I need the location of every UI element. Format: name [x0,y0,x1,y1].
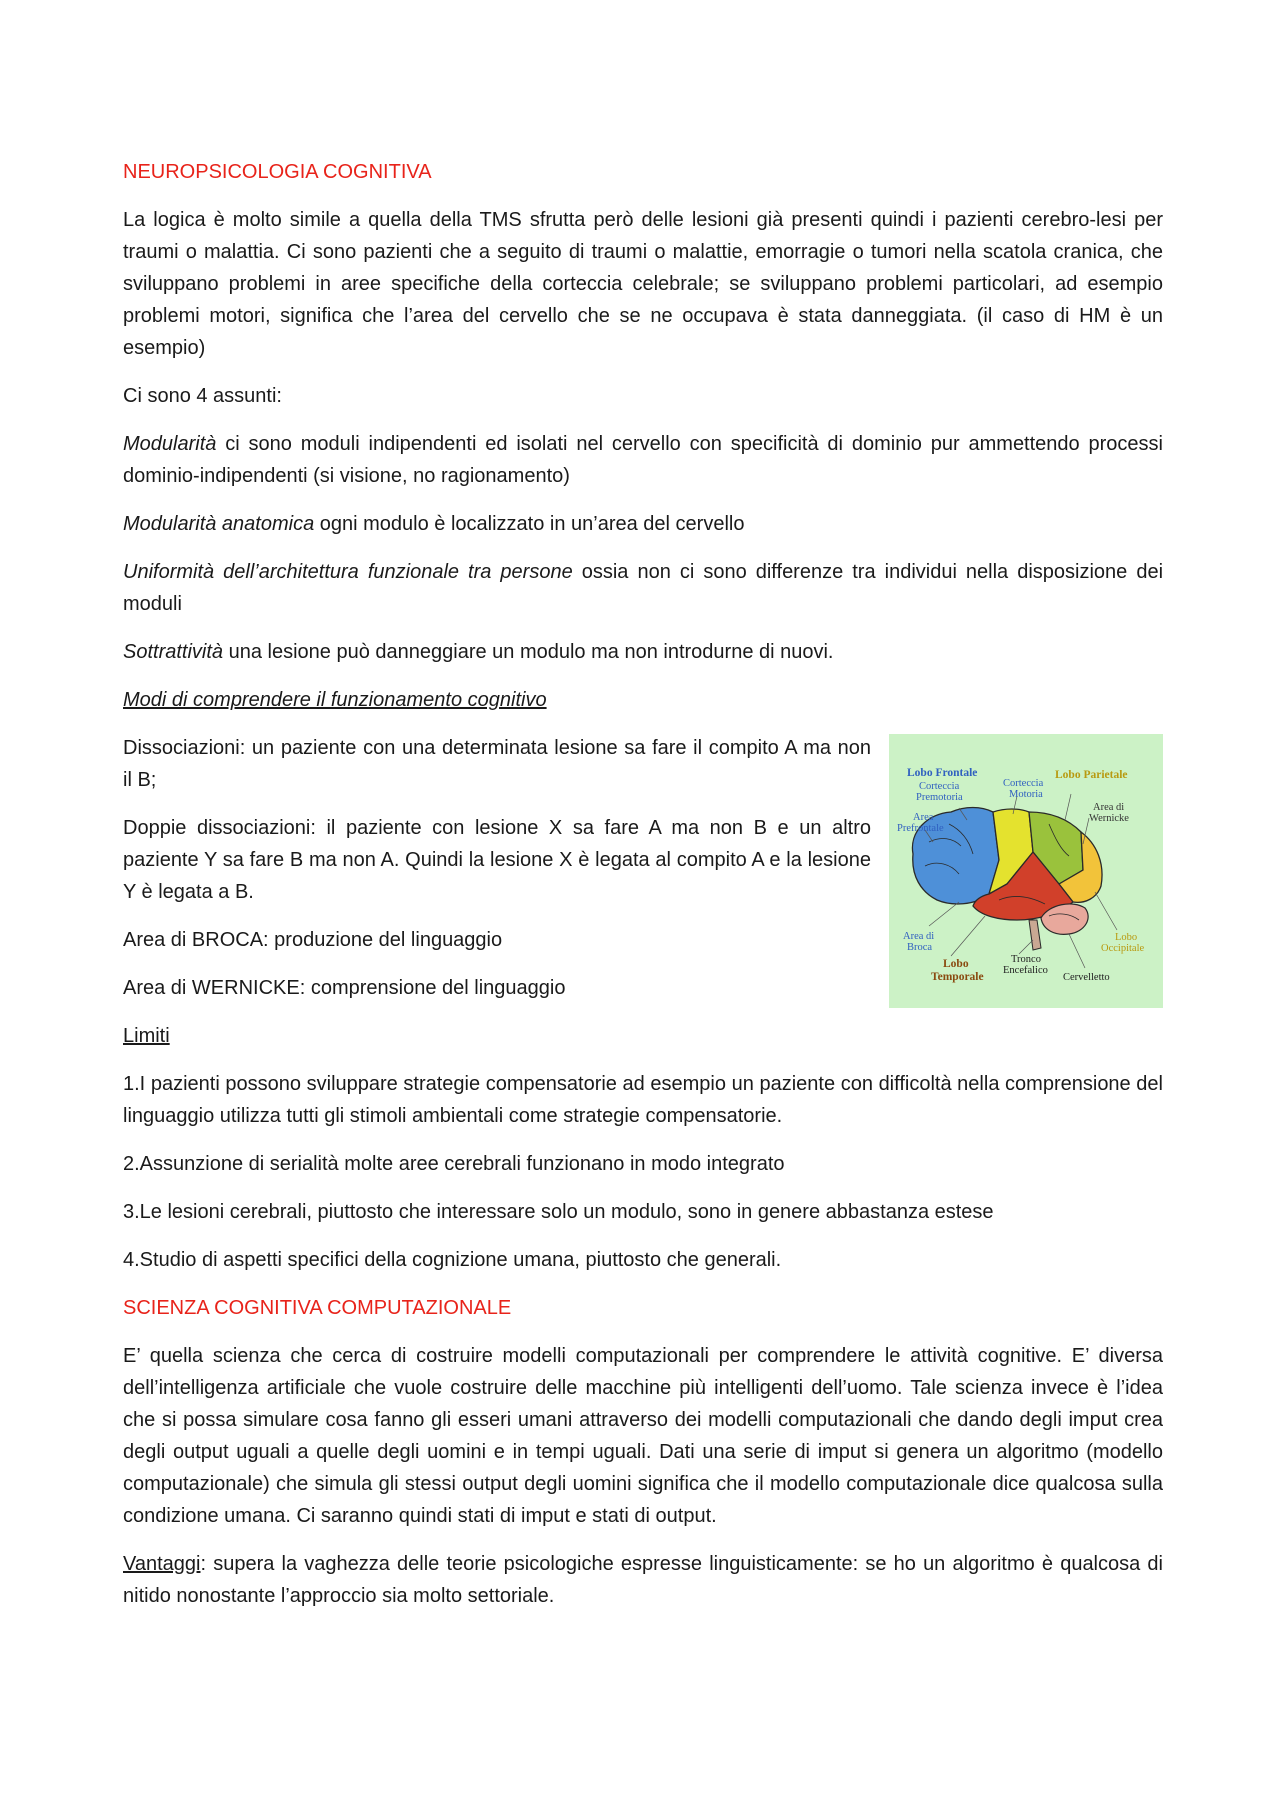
label-corteccia-premotoria-1: Corteccia [919,781,960,792]
advantages-label: Vantaggi [123,1553,201,1575]
label-lobo-frontale: Lobo Frontale [907,767,978,779]
label-lobo-occipitale-2: Occipitale [1101,943,1145,954]
label-tronco-2: Encefalico [1003,965,1048,976]
label-cervelletto: Cervelletto [1063,972,1110,983]
limit-item-4: 4.Studio di aspetti specifici della cognizione umana, piuttosto che generali. [123,1249,782,1271]
broca-paragraph: Area di BROCA: produzione del linguaggio [123,929,503,951]
advantages-paragraph [123,1548,1163,1612]
limits-heading-text: Limiti [123,1025,170,1047]
assumption-1 [123,428,1163,492]
label-area-prefrontale-2: Prefrontale [897,823,944,834]
assumption-2-text: ogni modulo è localizzato in un’area del cervello [314,513,745,535]
brain-diagram-svg [889,734,1163,1008]
label-lobo-temporale-1: Lobo [943,958,969,970]
assumption-3 [123,556,1163,620]
document-content [123,156,1163,1628]
assumption-4-text: una lesione può danneggiare un modulo ma non introdurne di nuovi. [223,641,834,663]
limit-item-2: 2.Assunzione di serialità molte aree cerebrali funzionano in modo integrato [123,1153,785,1175]
assumption-4-term: Sottrattività [123,641,224,663]
computational-body-paragraph: E’ quella scienza che cerca di costruire modelli computazionali per comprendere le attività cognitive. E’ diversa dell’intelligenza artificiale che vuole costruire delle macchine più intelligenti dell’uomo. Tale scienza invece è l’idea che si possa simulare cosa fanno gli esseri umani attraverso dei modelli computazionali che dando degli imput crea degli output uguali a quelle degli uomini e in tempi uguali. Dati una serie di imput si genera un algoritmo (modello computazionale) che simula gli stessi output degli uomini significa che il modello computazionale dice qualcosa sulla condizione umana. Ci saranno quindi stati di imput e stati di output. [123,1345,1163,1527]
label-area-wernicke-1: Area di [1093,802,1125,813]
intro-paragraph: La logica è molto simile a quella della TMS sfrutta però delle lesioni già presenti quindi i pazienti cerebro-lesi per traumi o malattia. Ci sono pazienti che a seguito di traumi o malattie, emorragie o tumori nella scatola cranica, che sviluppano problemi in aree specifiche della corteccia celebrale; se sviluppano problemi particolari, ad esempio problemi motori, significa che l’area del cervello che se ne occupava è stata danneggiata. (il caso di HM è un esempio) [123,209,1163,359]
limit-item-3: 3.Le lesioni cerebrali, piuttosto che interessare solo un modulo, sono in genere abbastanza estese [123,1201,994,1223]
assumption-2-term: Modularità anatomica [123,513,315,535]
limits-heading [123,1020,1163,1052]
label-area-broca-2: Broca [907,942,933,953]
label-area-broca-1: Area di [903,931,935,942]
wernicke-paragraph: Area di WERNICKE: comprensione del linguaggio [123,977,566,999]
assumption-1-text: ci sono moduli indipendenti ed isolati nel cervello con specificità di dominio pur ammettendo processi dominio-indipendenti (si visione, no ragionamento) [123,433,1163,487]
label-lobo-occipitale-1: Lobo [1115,932,1138,943]
label-lobo-temporale-2: Temporale [931,971,984,983]
assumption-1-term: Modularità [123,433,217,455]
label-area-prefrontale-1: Area [913,812,934,823]
limit-item-1: 1.I pazienti possono sviluppare strategie compensatorie ad esempio un paziente con difficoltà nella comprensione del linguaggio utilizza tutti gli stimoli ambientali come strategie compensatorie. [123,1073,1163,1127]
subheading-modi [123,684,1163,716]
double-dissociations-paragraph: Doppie dissociazioni: il paziente con lesione X sa fare A ma non B e un altro paziente Y sa fare B ma non A. Quindi la lesione X è legata al compito A e la lesione Y è legata a B. [123,817,871,903]
dissociations-paragraph: Dissociazioni: un paziente con una determinata lesione sa fare il compito A ma non il B; [123,737,871,791]
subheading-modi-text: Modi di comprendere il funzionamento cognitivo [123,689,547,711]
assumption-3-term: Uniformità dell’architettura funzionale tra persone [123,561,573,583]
label-tronco-1: Tronco [1011,954,1041,965]
assumption-2 [123,508,1163,540]
label-lobo-parietale: Lobo Parietale [1055,769,1128,781]
assumption-4 [123,636,1163,668]
label-corteccia-motoria-1: Corteccia [1003,778,1044,789]
advantages-text: : supera la vaghezza delle teorie psicologiche espresse linguisticamente: se ho un algoritmo è qualcosa di nitido nonostante l’approccio sia molto settoriale. [123,1553,1163,1607]
assumption-3-text: ossia non ci sono differenze tra individui nella disposizione dei moduli [123,561,1164,615]
label-area-wernicke-2: Wernicke [1089,813,1129,824]
assumptions-intro: Ci sono 4 assunti: [123,385,282,407]
brain-diagram [889,734,1163,1008]
label-corteccia-motoria-2: Motoria [1009,789,1043,800]
label-corteccia-premotoria-2: Premotoria [916,792,963,803]
section-title-neuropsicologia: NEUROPSICOLOGIA COGNITIVA [123,161,432,183]
section-title-scienza-cognitiva: SCIENZA COGNITIVA COMPUTAZIONALE [123,1297,512,1319]
